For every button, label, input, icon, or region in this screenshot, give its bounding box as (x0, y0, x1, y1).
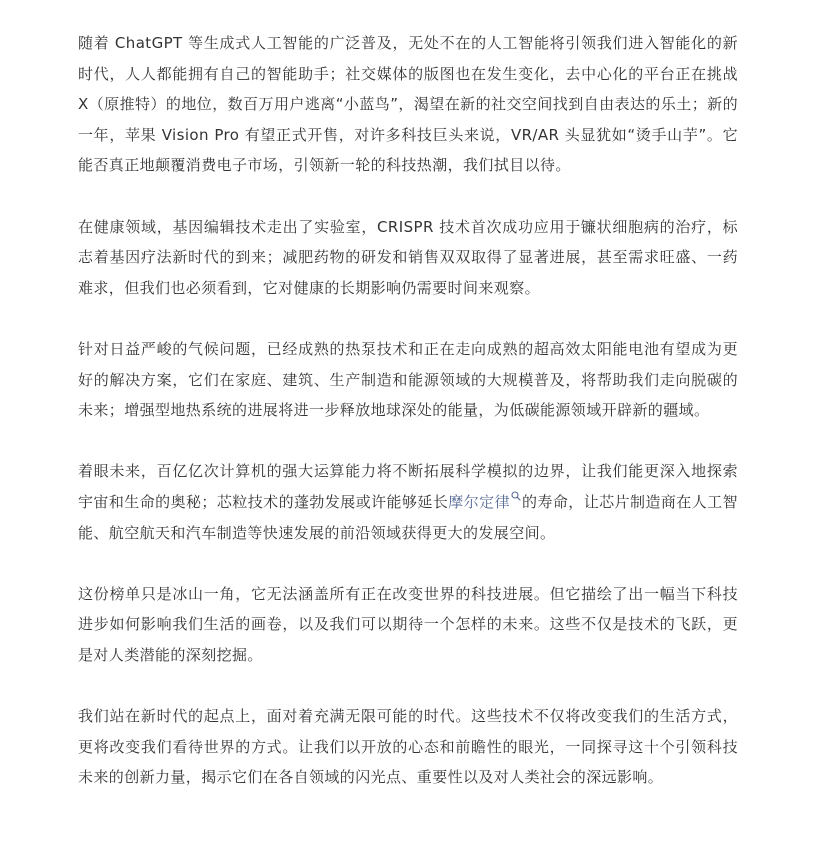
paragraph-climate: 针对日益严峻的气候问题，已经成熟的热泵技术和正在走向成熟的超高效太阳能电池有望成为更好的解决方案，它们在家庭、建筑、生产制造和能源领域的大规模普及，将帮助我们走向脱碳的未来；增强型地热系统的进展将进一步释放地球深处的能量，为低碳能源领域开辟新的疆域。 (78, 339, 738, 420)
search-icon[interactable] (511, 491, 521, 501)
moores-law-link[interactable]: 摩尔定律 (448, 492, 510, 511)
paragraph-intro: 随着 ChatGPT 等生成式人工智能的广泛普及，无处不在的人工智能将引领我们进入智能化的新时代，人人都能拥有自己的智能助手；社交媒体的版图也在发生变化，去中心化的平台正在挑战 X（原推特）的地位，数百万用户逃离“小蓝鸟”，渴望在新的社交空间找到自由表达的乐土；新的一年，苹果 Vision Pro 有望正式开售，对许多科技巨头来说，VR/AR 头显犹如“烫手山芋”。它能否真正地颠覆消费电子市场，引领新一轮的科技热潮，我们拭目以待。 (78, 34, 738, 175)
paragraph-future-after: 的寿命，让芯片制造商在人工智能、航空航天和汽车制造等快速发展的前沿领域获得更大的发展空间。 (78, 492, 738, 542)
paragraph-list-summary: 这份榜单只是冰山一角，它无法涵盖所有正在改变世界的科技进展。但它描绘了出一幅当下科技进步如何影响我们生活的画卷，以及我们可以期待一个怎样的未来。这些不仅是技术的飞跃，更是对人类潜能的深刻挖掘。 (78, 584, 738, 664)
paragraph-future (78, 456, 738, 548)
paragraph-health: 在健康领域，基因编辑技术走出了实验室，CRISPR 技术首次成功应用于镰状细胞病的治疗，标志着基因疗法新时代的到来；减肥药物的研发和销售双双取得了显著进展，甚至需求旺盛、一药难求，但我们也必须看到，它对健康的长期影响仍需要时间来观察。 (78, 217, 738, 297)
paragraph-future-before: 着眼未来，百亿亿次计算机的强大运算能力将不断拓展科学模拟的边界，让我们能更深入地探索宇宙和生命的奥秘；芯粒技术的蓬勃发展或许能够延长 (78, 462, 738, 511)
paragraph-conclusion: 我们站在新时代的起点上，面对着充满无限可能的时代。这些技术不仅将改变我们的生活方式，更将改变我们看待世界的方式。让我们以开放的心态和前瞻性的眼光，一同探寻这十个引领科技未来的创新力量，揭示它们在各自领域的闪光点、重要性以及对人类社会的深远影响。 (78, 707, 738, 787)
